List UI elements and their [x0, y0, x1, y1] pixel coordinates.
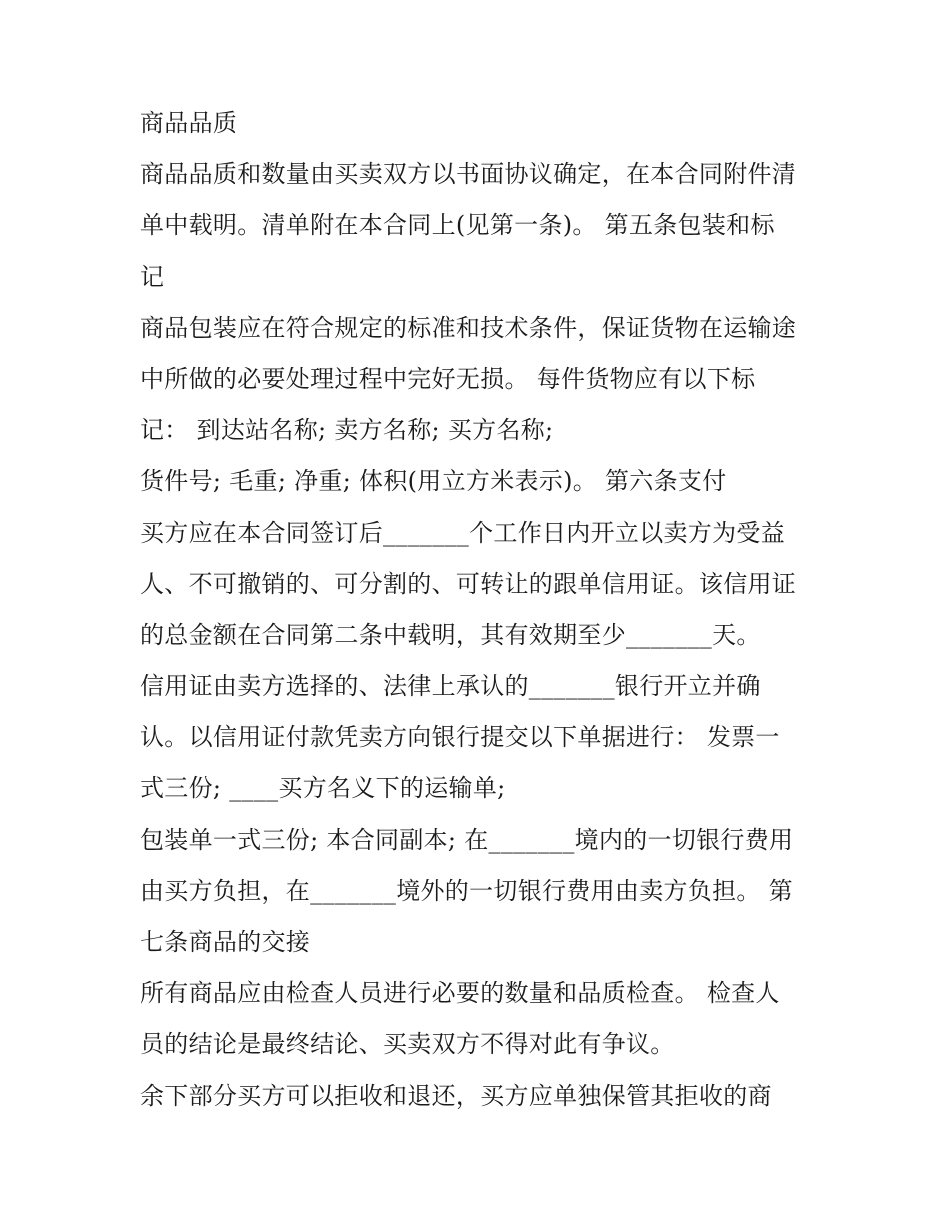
- paragraph-line: 员的结论是最终结论、买卖双方不得对此有争议。: [140, 1030, 675, 1059]
- paragraph-line: 买方应在本合同签订后_______个工作日内开立以卖方为受益: [140, 518, 785, 547]
- paragraph-line: 记： 到达站名称; 卖方名称; 买方名称;: [140, 416, 554, 445]
- paragraph-line: 由买方负担，在_______境外的一切银行费用由卖方负担。 第: [140, 876, 793, 905]
- section-heading-quality: 商品品质: [140, 109, 238, 137]
- paragraph-line: 商品品质和数量由买卖双方以书面协议确定，在本合同附件清: [140, 160, 797, 189]
- paragraph-line: 信用证由卖方选择的、法律上承认的_______银行开立并确: [140, 672, 761, 701]
- paragraph-line: 认。以信用证付款凭卖方向银行提交以下单据进行： 发票一: [140, 723, 780, 752]
- paragraph-line: 七条商品的交接: [140, 928, 311, 956]
- document-body: [140, 110, 820, 1134]
- paragraph-line: 货件号; 毛重; 净重; 体积(用立方米表示)。 第六条支付: [140, 467, 727, 496]
- paragraph-line: 人、不可撤销的、可分割的、可转让的跟单信用证。该信用证: [140, 569, 797, 598]
- paragraph-line: 商品包装应在符合规定的标准和技术条件，保证货物在运输途: [140, 313, 797, 342]
- paragraph-line: 记: [140, 262, 165, 291]
- paragraph-line: 所有商品应由检查人员进行必要的数量和品质检查。 检查人: [140, 979, 780, 1008]
- paragraph-line: 单中载明。清单附在本合同上(见第一条)。 第五条包装和标: [140, 211, 775, 240]
- paragraph-line: 的总金额在合同第二条中载明，其有效期至少_______天。: [140, 620, 761, 649]
- paragraph-line: 式三份; ____买方名义下的运输单;: [140, 774, 506, 803]
- paragraph-line: 余下部分买方可以拒收和退还，买方应单独保管其拒收的商: [140, 1081, 772, 1110]
- paragraph-line: 包装单一式三份; 本合同副本; 在_______境内的一切银行费用: [140, 825, 794, 854]
- paragraph-line: 中所做的必要处理过程中完好无损。 每件货物应有以下标: [140, 364, 756, 393]
